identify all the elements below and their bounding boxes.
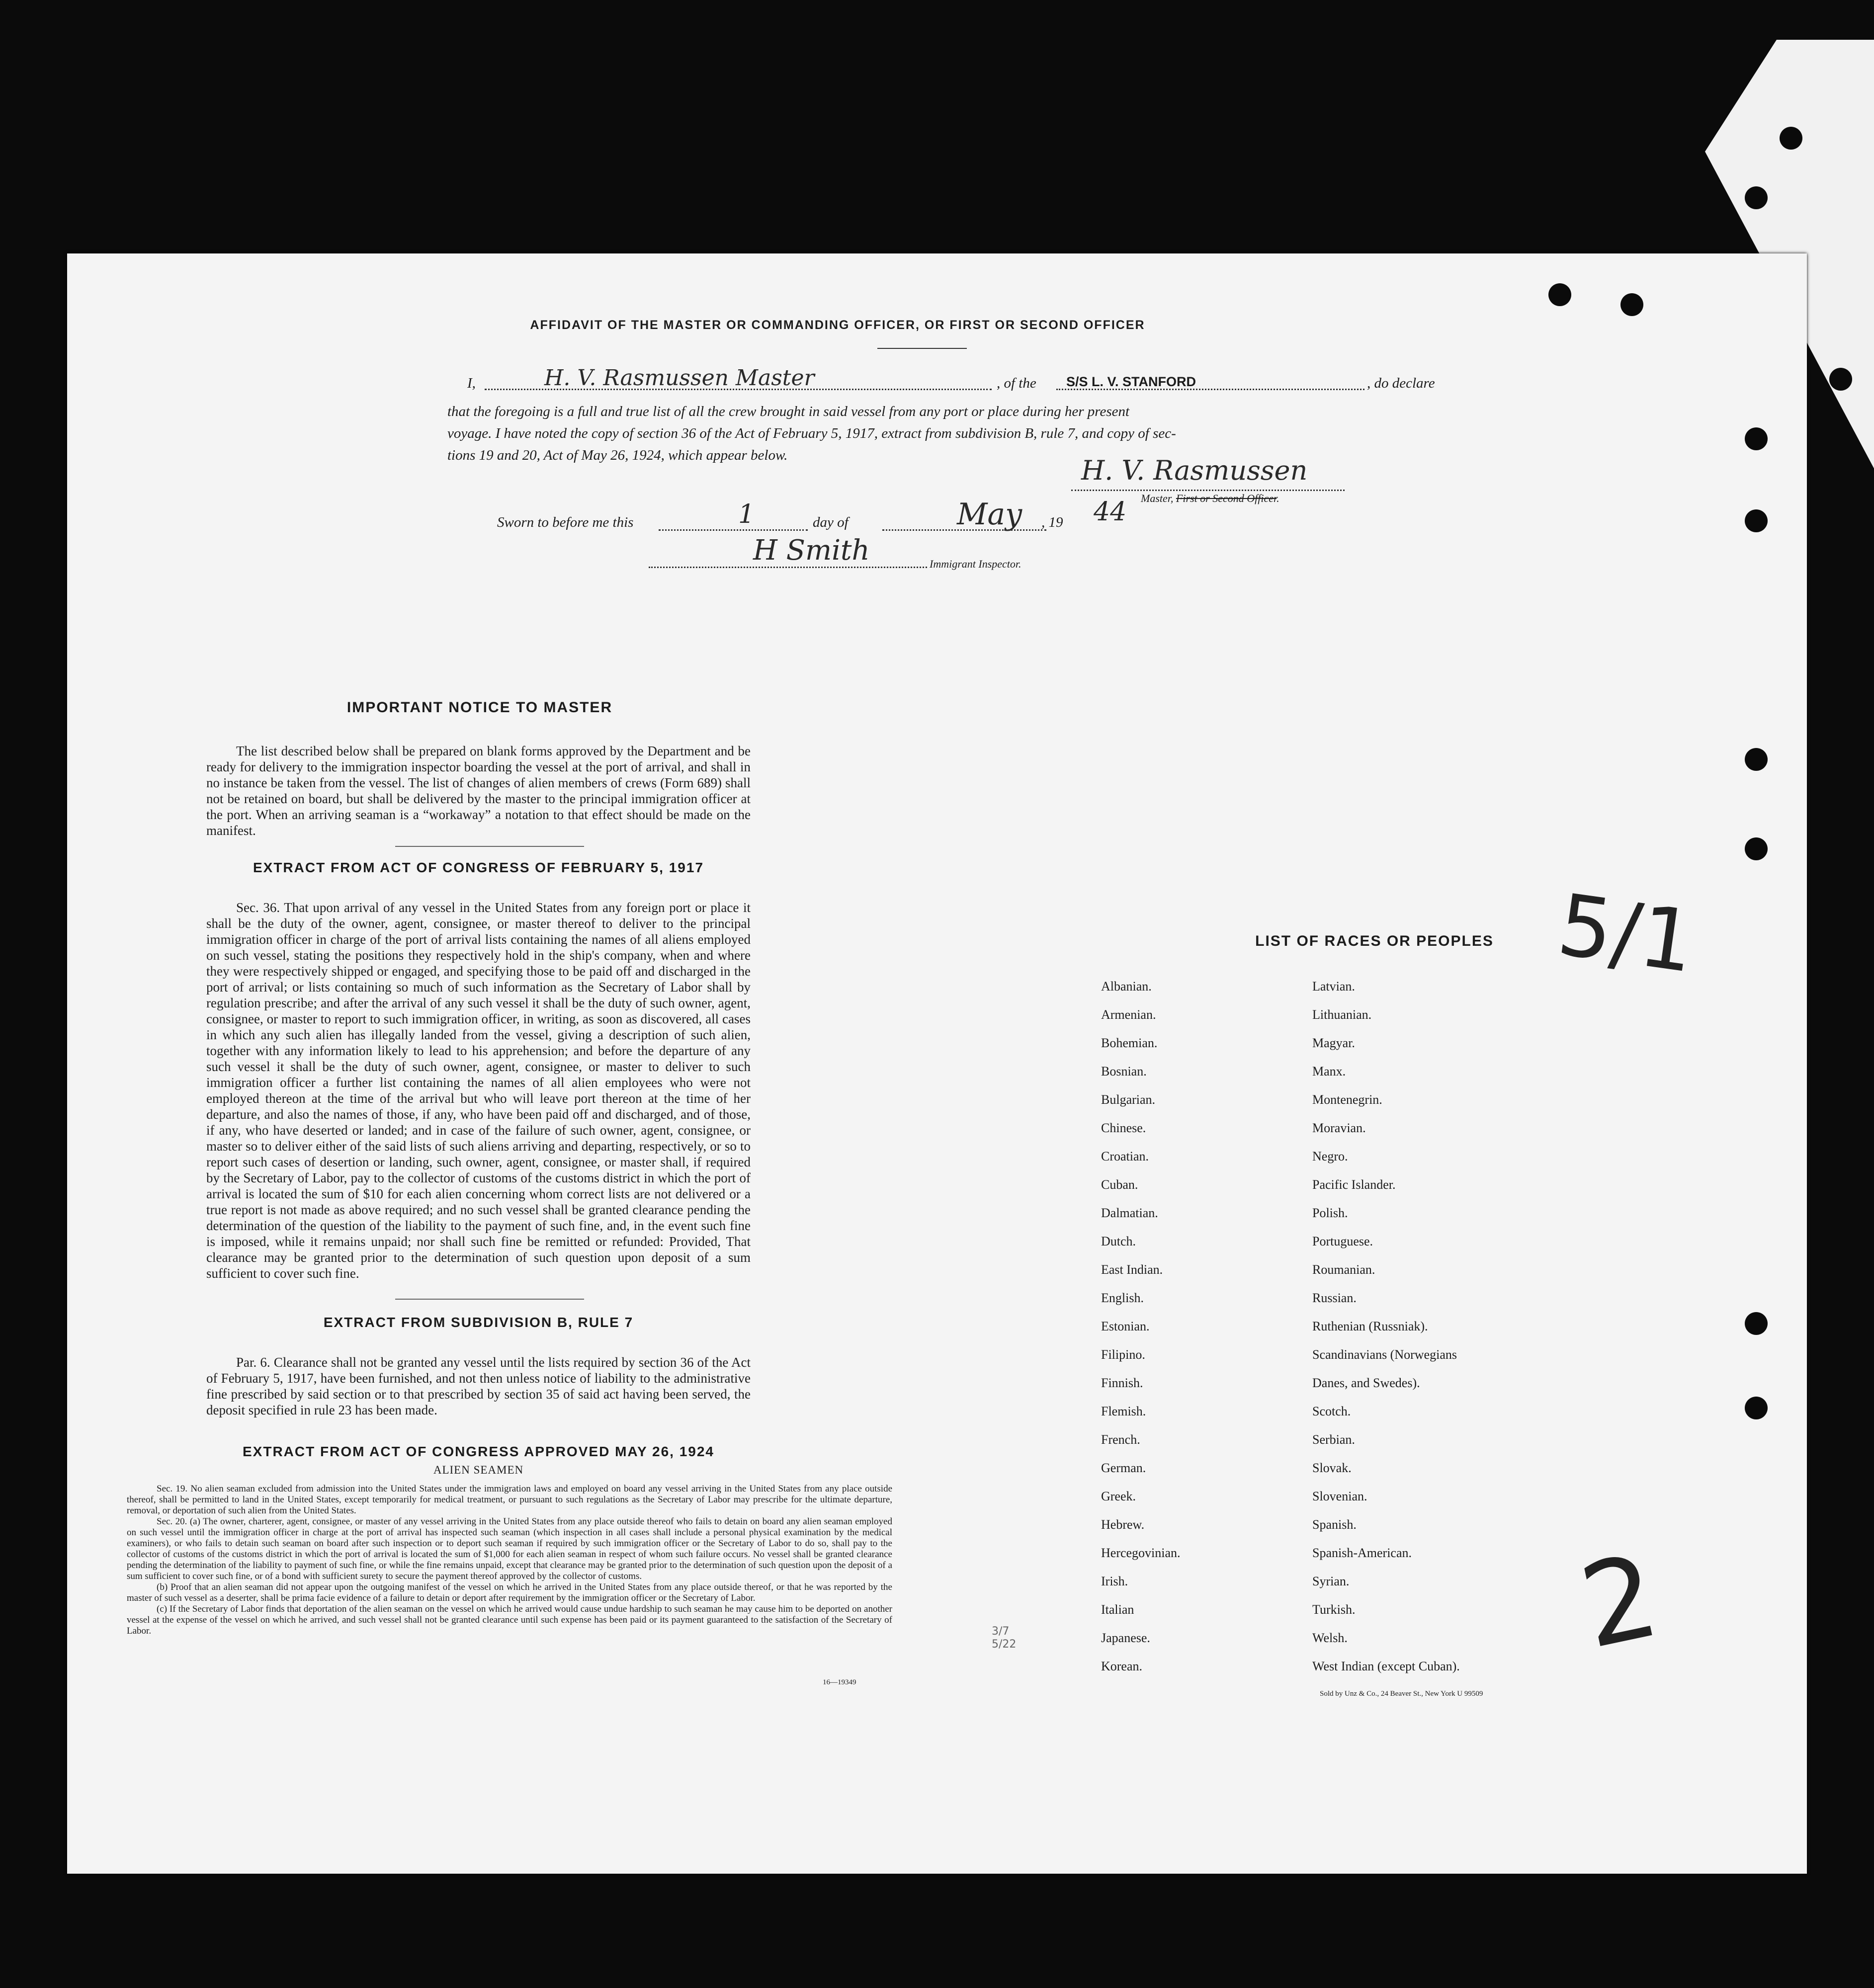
year-prefix: , 19	[1041, 514, 1063, 530]
sec-20a-text: Sec. 20. (a) The owner, charterer, agent, consignee, or master of any vessel arriving in the United States from any place outside thereof who fails to detain on board any alien seaman employed on such vessel until the immigration officer in charge at the port of arrival has inspected such seaman (which inspection in all cases shall include a personal physical examination by the medical examiners), or who fails to detain such seaman on board after such inspection or to deport such seaman if required by such immigration officer or the Secretary of Labor to do so, shall pay to the collector of customs of the customs district in which the port of arrival is located the sum of $1,000 for each alien seaman in respect of whom such failure occurs. No vessel shall be granted clearance pending the determination of the liability to payment of such fine, or while the fine remains unpaid, except that clearance may be granted prior to the determination of such question upon the deposit of a sum sufficient to cover such fine, or of a bond with sufficient surety to secure the payment thereof approved by the collector of customs.	[127, 1516, 892, 1581]
race-item: Portuguese.	[1312, 1234, 1373, 1248]
affidavit-statement	[447, 401, 1464, 466]
race-item: Slovak.	[1312, 1461, 1352, 1475]
inspector-signature: H Smith	[753, 534, 870, 567]
race-item: German.	[1101, 1461, 1146, 1475]
extract-1924-title: EXTRACT FROM ACT OF CONGRESS APPROVED MAY 26, 1924	[243, 1444, 714, 1459]
form-number: 16—19349	[823, 1678, 856, 1686]
extract-1917-text: Sec. 36. That upon arrival of any vessel in the United States from any foreign port or place it shall be the duty of the owner, agent, consignee, or master thereof to deliver to the principal immigration officer in charge of the port of arrival lists containing the names of all aliens employed on such vessel, stating the positions they respectively hold in the ship's company, when and where they were respectively shipped or engaged, and specifying those to be paid off and discharged in the port of arrival; or lists containing so much of such information as the Secretary of Labor shall by regulation prescribe; and after the arrival of any such vessel it shall be the duty of such owner, agent, consignee, or master to report to such immigration officer, in writing, as soon as discovered, all cases in which any such alien has illegally landed from the vessel, giving a description of such alien, together with any information likely to lead to his apprehension; and before the departure of any such vessel it shall be the duty of such owner, agent, consignee, or master to deliver to such immigration officer a further list containing the names of all alien employees who were not employed thereon at the time of the arrival but who will leave port thereon at the time of her departure, and also the names of those, if any, who have been paid off and discharged, and of those, if any, who have deserted or landed; and in case of the failure of such owner, agent, consignee, or master so to deliver either of the said lists of such aliens arriving and departing, respectively, or so to report such cases of desertion or landing, such owner, agent, consignee, or master shall, if required by the Secretary of Labor, pay to the collector of customs of the customs district in which the port of arrival is located the sum of $10 for each alien concerning whom correct lists are not delivered or a true report is not made as above required; and no such vessel shall be granted clearance pending the determination of the question of the liability to the payment of such fine, and, in the event such fine is imposed, while it remains unpaid; nor shall such fine be remitted or refunded: Provided, That clearance may be granted prior to the determination of such question upon deposit of a sum sufficient to cover such fine.	[206, 900, 751, 1281]
sec-19-text: Sec. 19. No alien seaman excluded from admission into the United States under the immigration laws and employed on board any vessel arriving in the United States from any place outside thereof, shall be permitted to land in the United States, except temporarily for medical treatment, or pursuant to such regulations as the Secretary of Labor may prescribe for the ultimate departure, removal, or deportation of such alien from the United States.	[127, 1484, 892, 1516]
race-item: Moravian.	[1312, 1121, 1366, 1135]
notice-title: IMPORTANT NOTICE TO MASTER	[346, 699, 613, 716]
affidavit-title: AFFIDAVIT OF THE MASTER OR COMMANDING OFFICER, OR FIRST OR SECOND OFFICER	[530, 318, 1145, 332]
race-item: Greek.	[1101, 1489, 1136, 1503]
divider	[395, 846, 584, 847]
race-item: English.	[1101, 1291, 1144, 1305]
master-signature-right: H. V. Rasmussen	[1081, 455, 1308, 486]
race-item: Spanish.	[1312, 1517, 1357, 1532]
inspector-title: Immigrant Inspector.	[930, 558, 1022, 570]
race-item: Syrian.	[1312, 1574, 1350, 1588]
sec-20c-text: (c) If the Secretary of Labor finds that deportation of the alien seaman on the vessel on which he arrived would cause undue hardship to such seaman he may cause him to be deported on another vessel at the expense of the vessel on which he arrived, and such vessel shall not be granted clearance until such expense has been paid or its payment guaranteed to the satisfaction of the Secretary of Labor.	[127, 1604, 892, 1636]
annotation-top-right: 5/1	[1552, 875, 1701, 993]
race-item: West Indian (except Cuban).	[1312, 1659, 1460, 1673]
affidavit-line-2: that the foregoing is a full and true list of all the crew brought in said vessel from any port or place during her present	[447, 404, 1130, 419]
sec-20b-text: (b) Proof that an alien seaman did not appear upon the outgoing manifest of the vessel on which he arrived in the United States from any place outside thereof, or that he was reported by the master of such vessel as a deserter, shall be prima facie evidence of a failure to detain or deport after requirement by the immigration officer or the Secretary of Labor.	[127, 1582, 892, 1603]
race-item: Montenegrin.	[1312, 1092, 1382, 1107]
race-item: Bulgarian.	[1101, 1092, 1156, 1107]
annotation-bottom-center: 3/7 5/22	[992, 1625, 1017, 1651]
binder-hole	[1745, 837, 1768, 860]
race-item: Slovenian.	[1312, 1489, 1367, 1503]
race-item: Cuban.	[1101, 1177, 1138, 1192]
annotation-bottom-right: 2	[1570, 1529, 1669, 1675]
race-item: Italian	[1101, 1602, 1134, 1617]
signer-title-struck: First or Second Officer	[1176, 492, 1277, 504]
binder-hole	[1745, 186, 1768, 209]
race-item: Magyar.	[1312, 1036, 1355, 1050]
binder-hole	[1548, 283, 1571, 306]
race-item: Bohemian.	[1101, 1036, 1158, 1050]
races-left-column	[1101, 979, 1181, 1687]
subdivision-b-text: Par. 6. Clearance shall not be granted any vessel until the lists required by section 36 of the Act of February 5, 1917, have been furnished, and not then unless notice of liability to the administrative fine prescribed by said section or to that prescribed by section 35 of said act having been served, the deposit specified in rule 23 has been made.	[206, 1355, 751, 1417]
race-item: Irish.	[1101, 1574, 1128, 1588]
master-signature-line	[1071, 490, 1345, 491]
subdivision-b-title: EXTRACT FROM SUBDIVISION B, RULE 7	[323, 1315, 634, 1330]
binder-hole	[1780, 127, 1802, 150]
race-item: Armenian.	[1101, 1007, 1156, 1022]
race-item: Estonian.	[1101, 1319, 1150, 1333]
vessel-name: S/S L. V. STANFORD	[1066, 374, 1196, 389]
signer-title-master: Master,	[1141, 492, 1174, 504]
race-item: Spanish-American.	[1312, 1546, 1412, 1560]
do-declare-label: , do declare	[1367, 375, 1435, 391]
extract-1924-body	[127, 1484, 892, 1637]
race-item: Scotch.	[1312, 1404, 1351, 1418]
race-item: French.	[1101, 1432, 1140, 1447]
race-item: Dutch.	[1101, 1234, 1136, 1248]
race-item: Croatian.	[1101, 1149, 1149, 1163]
race-item: Albanian.	[1101, 979, 1152, 994]
day-line	[659, 529, 808, 531]
of-the-label: , of the	[997, 375, 1036, 391]
race-item: Scandinavians (Norwegians	[1312, 1347, 1457, 1362]
binder-hole	[1745, 1312, 1768, 1335]
binder-hole	[1745, 748, 1768, 771]
race-item: Hebrew.	[1101, 1517, 1145, 1532]
master-signature: H. V. Rasmussen Master	[544, 365, 815, 391]
race-item: Dalmatian.	[1101, 1206, 1158, 1220]
month-value: May	[957, 497, 1022, 532]
race-item: Welsh.	[1312, 1631, 1348, 1645]
race-item: Polish.	[1312, 1206, 1348, 1220]
race-item: Korean.	[1101, 1659, 1143, 1673]
races-title: LIST OF RACES OR PEOPLES	[1255, 933, 1494, 949]
race-item: East Indian.	[1101, 1262, 1163, 1277]
race-item: Bosnian.	[1101, 1064, 1147, 1078]
race-item: Danes, and Swedes).	[1312, 1376, 1420, 1390]
inspector-line	[649, 567, 927, 568]
affidavit-i: I,	[467, 375, 476, 391]
day-value: 1	[738, 499, 755, 529]
race-item: Negro.	[1312, 1149, 1348, 1163]
affidavit-line-4: tions 19 and 20, Act of May 26, 1924, which appear below.	[447, 447, 788, 463]
race-item: Finnish.	[1101, 1376, 1143, 1390]
race-item: Turkish.	[1312, 1602, 1356, 1617]
race-item: Latvian.	[1312, 979, 1355, 994]
races-right-column	[1312, 979, 1460, 1687]
publisher-note: Sold by Unz & Co., 24 Beaver St., New York U 99509	[1320, 1690, 1483, 1698]
race-item: Japanese.	[1101, 1631, 1150, 1645]
binder-hole	[1745, 1397, 1768, 1419]
race-item: Flemish.	[1101, 1404, 1146, 1418]
document-page	[67, 253, 1807, 1874]
race-item: Russian.	[1312, 1291, 1357, 1305]
day-of-label: day of	[813, 514, 849, 530]
binder-hole	[1745, 509, 1768, 532]
race-item: Hercegovinian.	[1101, 1546, 1181, 1560]
race-item: Lithuanian.	[1312, 1007, 1372, 1022]
signer-title	[1141, 492, 1279, 505]
race-item: Pacific Islander.	[1312, 1177, 1396, 1192]
binder-hole	[1745, 427, 1768, 450]
race-item: Serbian.	[1312, 1432, 1355, 1447]
race-item: Roumanian.	[1312, 1262, 1375, 1277]
notice-text: The list described below shall be prepared on blank forms approved by the Department and be ready for delivery to the immigration inspector boarding the vessel at the port of arrival, and shall in no instance be taken from the vessel. The list of changes of alien members of crews (Form 689) shall not be retained on board, but shall be delivered by the master to the principal immigration officer at the port. When an arriving seaman is a “workaway” a notation to that effect should be made on the manifest.	[206, 744, 751, 838]
race-item: Filipino.	[1101, 1347, 1145, 1362]
divider	[395, 1299, 584, 1300]
divider	[877, 348, 967, 349]
year-value: 44	[1094, 497, 1127, 527]
binder-hole	[1620, 293, 1643, 316]
sworn-label: Sworn to before me this	[497, 514, 634, 530]
extract-1917-title: EXTRACT FROM ACT OF CONGRESS OF FEBRUARY 5, 1917	[253, 860, 704, 875]
binder-hole	[1829, 368, 1852, 391]
race-item: Chinese.	[1101, 1121, 1146, 1135]
alien-seamen-subtitle: ALIEN SEAMEN	[433, 1464, 524, 1476]
race-item: Manx.	[1312, 1064, 1346, 1078]
affidavit-line-3: voyage. I have noted the copy of section 36 of the Act of February 5, 1917, extract from subdivision B, rule 7, and copy of sec-	[447, 425, 1176, 441]
signer-title-end: .	[1277, 492, 1279, 504]
race-item: Ruthenian (Russniak).	[1312, 1319, 1428, 1333]
